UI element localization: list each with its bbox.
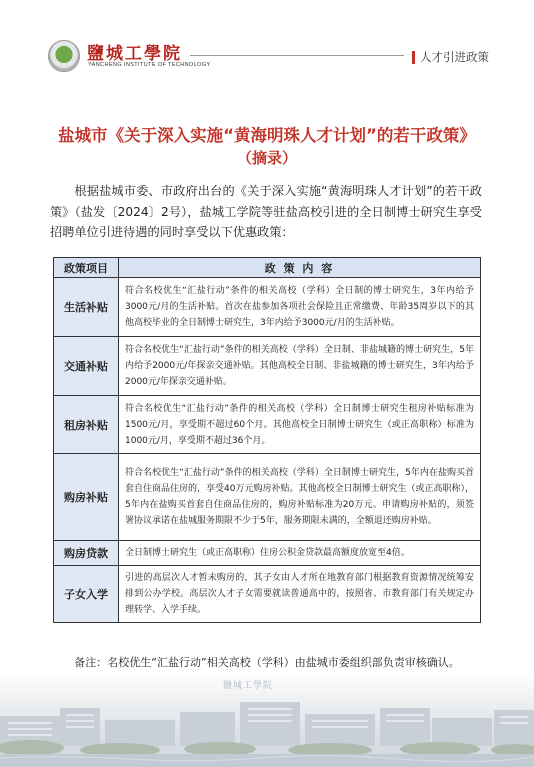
table-row [54, 454, 481, 541]
policy-table [53, 257, 481, 623]
header-accent-bar [412, 51, 415, 64]
policy-content: 符合名校优生“汇盐行动”条件的相关高校（学科）全日制博士研究生，5年内在盐购买首套自住商品住房的，享受40万元购房补贴。其他高校全日制博士研究生（或正高职称），5年内在盐购买首套自住商品住房的，购房补贴标准为20万元。申请购房补贴的，须签署协议承诺在盐城服务期限不少于5年，服务期限未满的，全额退还购房补贴。 [119, 454, 481, 541]
intro-paragraph: 根据盐城市委、市政府出台的《关于深入实施“黄海明珠人才计划”的若干政策》（盐发〔2024〕2号），盐城工学院等驻盐高校引进的全日制博士研究生享受招聘单位引进待遇的同时享受以下优惠政策： [50, 184, 482, 239]
school-name-cn: 鹽城工學院 [87, 44, 182, 64]
section-label: 人才引进政策 [420, 50, 489, 64]
page-title: 盐城市《关于深入实施“黄海明珠人才计划”的若干政策》 [58, 126, 476, 145]
footnote: 备注：名校优生“汇盐行动”相关高校（学科）由盐城市委组织部负责审核确认。 [74, 656, 460, 669]
column-header-content: 政 策 内 容 [119, 258, 481, 278]
page-subtitle: （摘录） [236, 149, 297, 167]
table-row [54, 278, 481, 337]
school-emblem-icon [48, 40, 80, 72]
policy-content: 符合名校优生“汇盐行动”条件的相关高校（学科）全日制博士研究生租房补贴标准为1500元/月，享受期不超过60个月。其他高校全日制博士研究生（或正高职称）标准为1000元/月，享受期不超过36个月。 [119, 396, 481, 454]
school-name-en: YANCHENG INSTITUTE OF TECHNOLOGY [88, 62, 211, 68]
policy-item: 交通补贴 [54, 337, 119, 396]
table-row [54, 396, 481, 454]
policy-item: 子女入学 [54, 566, 119, 623]
table-row [54, 337, 481, 396]
table-row [54, 541, 481, 566]
policy-content: 符合名校优生“汇盐行动”条件的相关高校（学科）全日制的博士研究生，3年内给予3000元/月的生活补贴。首次在盐参加各项社会保险且正常缴费、年龄35周岁以下的其他高校毕业的全日制博士研究生，3年内给予3000元/月的生活补贴。 [119, 278, 481, 337]
watermark-school-name: 鹽城工學院 [223, 681, 274, 691]
policy-item: 购房贷款 [54, 541, 119, 566]
policy-item: 生活补贴 [54, 278, 119, 337]
page-header [0, 0, 534, 82]
policy-content: 引进的高层次人才暂未购房的，其子女由人才所在地教育部门根据教育资源情况统筹安排到公办学校。高层次人才子女需要就读普通高中的，按照省、市教育部门有关规定办理转学、入学手续。 [119, 566, 481, 623]
table-header-row [54, 258, 481, 278]
column-header-item: 政策项目 [54, 258, 119, 278]
header-divider [190, 55, 404, 56]
table-row [54, 566, 481, 623]
policy-content: 全日制博士研究生（或正高职称）住房公积金贷款最高额度放宽至4倍。 [119, 541, 481, 566]
policy-item: 购房补贴 [54, 454, 119, 541]
policy-content: 符合名校优生“汇盐行动”条件的相关高校（学科）全日制、非盐城籍的博士研究生，5年内给予2000元/年探亲交通补贴。其他高校全日制、非盐城籍的博士研究生，3年内给予2000元/年探亲交通补贴。 [119, 337, 481, 396]
policy-item: 租房补贴 [54, 396, 119, 454]
